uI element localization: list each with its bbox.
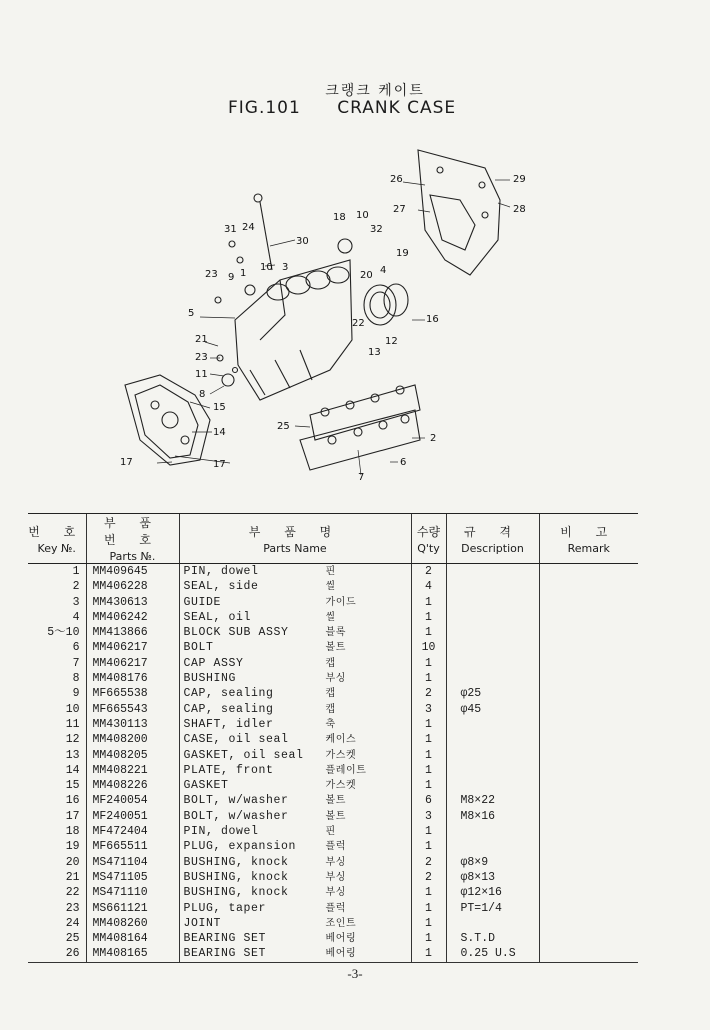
key-cell: 23 xyxy=(65,901,80,915)
part-name-korean: 캡 xyxy=(325,657,336,669)
part-name-english: CASE, oil seal xyxy=(183,733,289,747)
quantity-cell: 2 xyxy=(411,855,446,870)
part-number-cell: MM408226 xyxy=(86,778,179,793)
description-cell: 0.25 U.S xyxy=(446,946,539,962)
key-cell: 8 xyxy=(72,672,80,686)
parts-list-body xyxy=(28,564,638,963)
part-name-cell xyxy=(179,763,411,778)
quantity-cell: 1 xyxy=(411,732,446,747)
table-row xyxy=(28,870,638,885)
key-cell: 4 xyxy=(72,610,80,624)
col-remark-header: 비 고 Remark xyxy=(539,514,638,564)
key-cell: 12 xyxy=(65,733,80,747)
quantity-cell: 2 xyxy=(411,564,446,580)
part-name-korean: 캡 xyxy=(325,688,336,700)
part-name-korean: 부싱 xyxy=(325,673,347,685)
table-row xyxy=(28,809,638,824)
quantity-cell: 1 xyxy=(411,671,446,686)
key-cell: 17 xyxy=(65,809,80,823)
svg-text:23: 23 xyxy=(205,269,218,280)
parts-list-table xyxy=(28,513,638,963)
part-number-cell: MM408205 xyxy=(86,748,179,763)
description-cell xyxy=(446,656,539,671)
table-row xyxy=(28,686,638,701)
table-row xyxy=(28,916,638,931)
description-cell: PT=1/4 xyxy=(446,901,539,916)
part-name-korean: 베어링 xyxy=(325,933,357,945)
part-name-cell xyxy=(179,809,411,824)
part-name-english: GASKET, oil seal xyxy=(183,748,304,762)
part-name-cell xyxy=(179,564,411,580)
svg-text:3: 3 xyxy=(282,262,289,273)
part-name-english: GUIDE xyxy=(183,595,222,609)
svg-text:13: 13 xyxy=(368,347,381,358)
part-number-cell: MM408200 xyxy=(86,732,179,747)
part-name-korean: 베어링 xyxy=(325,948,357,960)
part-name-english: PIN, dowel xyxy=(183,565,259,578)
part-name-english: SEAL, side xyxy=(183,580,259,594)
quantity-cell: 1 xyxy=(411,901,446,916)
svg-text:11: 11 xyxy=(195,369,208,380)
svg-text:12: 12 xyxy=(385,336,398,347)
part-name-korean: 플럭 xyxy=(325,902,347,914)
remark-cell xyxy=(539,946,638,962)
table-row xyxy=(28,824,638,839)
key-cell: 9 xyxy=(72,687,80,701)
part-name-korean: 볼트 xyxy=(325,642,347,654)
svg-text:2: 2 xyxy=(430,433,437,444)
table-row xyxy=(28,793,638,808)
exploded-parts-diagram xyxy=(100,140,560,500)
key-cell: 13 xyxy=(65,748,80,762)
remark-cell xyxy=(539,625,638,640)
description-cell xyxy=(446,763,539,778)
table-row xyxy=(28,625,638,640)
table-row xyxy=(28,901,638,916)
engine-block-drawing xyxy=(235,260,352,400)
quantity-cell: 1 xyxy=(411,824,446,839)
description-cell: M8×16 xyxy=(446,809,539,824)
part-name-cell xyxy=(179,579,411,594)
part-name-korean: 부싱 xyxy=(325,887,347,899)
part-name-english: BUSHING, knock xyxy=(183,855,289,869)
svg-text:31: 31 xyxy=(224,224,237,235)
svg-text:20: 20 xyxy=(360,270,373,281)
table-header-row xyxy=(28,514,638,564)
svg-text:23: 23 xyxy=(195,352,208,363)
part-name-cell xyxy=(179,946,411,962)
part-name-english: PLATE, front xyxy=(183,763,274,777)
page-title-korean: 크랭크 케이트 xyxy=(325,83,425,99)
svg-text:16: 16 xyxy=(426,314,439,325)
page-title xyxy=(228,98,456,118)
part-name-korean: 축 xyxy=(325,718,336,730)
part-name-korean: 조인트 xyxy=(325,917,357,929)
description-cell: φ25 xyxy=(446,686,539,701)
part-name-cell xyxy=(179,870,411,885)
key-cell: 18 xyxy=(65,825,80,839)
description-cell xyxy=(446,732,539,747)
quantity-cell: 3 xyxy=(411,702,446,717)
oil-seal-case-drawing xyxy=(364,285,396,325)
table-row xyxy=(28,595,638,610)
remark-cell xyxy=(539,793,638,808)
part-name-english: BEARING SET xyxy=(183,932,267,946)
svg-text:24: 24 xyxy=(242,222,255,233)
remark-cell xyxy=(539,931,638,946)
col-description-header: 규 격 Description xyxy=(446,514,539,564)
quantity-cell: 1 xyxy=(411,748,446,763)
part-name-english: BEARING SET xyxy=(183,947,267,961)
part-name-korean: 플럭 xyxy=(325,841,347,853)
part-name-cell xyxy=(179,901,411,916)
part-number-cell: MM408176 xyxy=(86,671,179,686)
key-cell: 1 xyxy=(72,565,80,578)
key-cell: 15 xyxy=(65,779,80,793)
part-number-cell: MM430613 xyxy=(86,595,179,610)
col-qty-header: 수량 Q'ty xyxy=(411,514,446,564)
quantity-cell: 2 xyxy=(411,870,446,885)
key-cell: 11 xyxy=(65,717,80,731)
part-name-korean: 가스켓 xyxy=(325,749,357,761)
part-name-english: BOLT, w/washer xyxy=(183,809,289,823)
remark-cell xyxy=(539,809,638,824)
oil-gauge-guide-drawing xyxy=(260,202,272,270)
col-key-header: 번 호 Key №. xyxy=(28,514,86,564)
key-cell: 21 xyxy=(65,870,80,884)
quantity-cell: 10 xyxy=(411,640,446,655)
svg-text:4: 4 xyxy=(380,265,387,276)
description-cell xyxy=(446,839,539,854)
part-name-english: BOLT, w/washer xyxy=(183,794,289,808)
figure-number: FIG.101 xyxy=(228,98,301,118)
table-row xyxy=(28,855,638,870)
part-name-english: JOINT xyxy=(183,916,222,930)
svg-text:1: 1 xyxy=(240,268,247,279)
part-name-english: BUSHING, knock xyxy=(183,886,289,900)
part-name-korean: 플레이트 xyxy=(325,764,367,776)
remark-cell xyxy=(539,916,638,931)
part-number-cell: MF665543 xyxy=(86,702,179,717)
crank-case-drawing xyxy=(100,140,560,500)
quantity-cell: 2 xyxy=(411,686,446,701)
quantity-cell: 1 xyxy=(411,610,446,625)
remark-cell xyxy=(539,686,638,701)
description-cell: φ8×9 xyxy=(446,855,539,870)
part-number-cell: MM406242 xyxy=(86,610,179,625)
svg-text:14: 14 xyxy=(213,427,226,438)
part-name-korean: 핀 xyxy=(325,566,336,577)
part-name-cell xyxy=(179,824,411,839)
part-name-korean: 핀 xyxy=(325,826,336,838)
part-name-korean: 볼트 xyxy=(325,810,347,822)
table-row xyxy=(28,763,638,778)
quantity-cell: 1 xyxy=(411,931,446,946)
remark-cell xyxy=(539,824,638,839)
table-row xyxy=(28,717,638,732)
part-number-cell: MM408260 xyxy=(86,916,179,931)
description-cell xyxy=(446,671,539,686)
description-cell xyxy=(446,595,539,610)
table-row xyxy=(28,946,638,962)
part-name-cell xyxy=(179,625,411,640)
svg-text:29: 29 xyxy=(513,174,526,185)
remark-cell xyxy=(539,732,638,747)
quantity-cell: 1 xyxy=(411,885,446,900)
description-cell xyxy=(446,579,539,594)
description-cell xyxy=(446,610,539,625)
svg-text:8: 8 xyxy=(199,389,206,400)
table-row xyxy=(28,564,638,580)
part-number-cell: MM413866 xyxy=(86,625,179,640)
part-name-english: SHAFT, idler xyxy=(183,717,274,731)
part-name-cell xyxy=(179,916,411,931)
part-name-cell xyxy=(179,610,411,625)
front-plate-drawing xyxy=(125,375,210,465)
table-row xyxy=(28,748,638,763)
quantity-cell: 1 xyxy=(411,763,446,778)
remark-cell xyxy=(539,717,638,732)
page-number: -3- xyxy=(347,966,363,981)
col-parts-name-header: 부 품 명 Parts Name xyxy=(179,514,411,564)
part-number-cell: MS471105 xyxy=(86,870,179,885)
part-name-cell xyxy=(179,717,411,732)
part-name-cell xyxy=(179,839,411,854)
part-name-english: PLUG, expansion xyxy=(183,840,297,854)
part-name-cell xyxy=(179,595,411,610)
part-number-cell: MM406217 xyxy=(86,640,179,655)
remark-cell xyxy=(539,855,638,870)
part-number-cell: MM409645 xyxy=(86,564,179,580)
description-cell xyxy=(446,625,539,640)
table-row xyxy=(28,579,638,594)
part-name-cell xyxy=(179,702,411,717)
key-cell: 6 xyxy=(72,641,80,655)
description-cell xyxy=(446,717,539,732)
svg-text:17: 17 xyxy=(120,457,133,468)
rear-plate-drawing xyxy=(418,150,500,275)
description-cell xyxy=(446,778,539,793)
part-name-korean: 가스켓 xyxy=(325,780,357,792)
remark-cell xyxy=(539,778,638,793)
key-cell: 19 xyxy=(65,840,80,854)
part-name-cell xyxy=(179,656,411,671)
description-cell: φ12×16 xyxy=(446,885,539,900)
part-name-korean: 가이드 xyxy=(325,596,357,608)
svg-text:22: 22 xyxy=(352,318,365,329)
part-name-korean: 케이스 xyxy=(325,734,357,746)
remark-cell xyxy=(539,839,638,854)
part-name-english: CAP, sealing xyxy=(183,687,274,701)
description-cell: M8×22 xyxy=(446,793,539,808)
part-number-cell: MM408165 xyxy=(86,946,179,962)
svg-text:10: 10 xyxy=(356,210,369,221)
remark-cell xyxy=(539,595,638,610)
part-name-korean: 블록 xyxy=(325,627,347,639)
part-number-cell: MM406217 xyxy=(86,656,179,671)
part-name-english: BOLT xyxy=(183,641,214,655)
table-row xyxy=(28,656,638,671)
key-cell: 3 xyxy=(72,595,80,609)
remark-cell xyxy=(539,640,638,655)
remark-cell xyxy=(539,885,638,900)
part-number-cell: MM408164 xyxy=(86,931,179,946)
svg-text:27: 27 xyxy=(393,204,406,215)
part-name-korean: 부싱 xyxy=(325,871,347,883)
part-name-korean: 볼트 xyxy=(325,795,347,807)
description-cell: φ8×13 xyxy=(446,870,539,885)
part-name-english: PIN, dowel xyxy=(183,825,259,839)
part-name-korean: 씰 xyxy=(325,581,336,593)
svg-text:30: 30 xyxy=(296,236,309,247)
quantity-cell: 1 xyxy=(411,946,446,962)
part-number-cell: MF665538 xyxy=(86,686,179,701)
description-cell xyxy=(446,916,539,931)
svg-text:28: 28 xyxy=(513,204,526,215)
svg-text:5: 5 xyxy=(188,308,195,319)
remark-cell xyxy=(539,564,638,580)
part-name-cell xyxy=(179,931,411,946)
table-row xyxy=(28,885,638,900)
part-name-korean: 씰 xyxy=(325,611,336,623)
quantity-cell: 1 xyxy=(411,656,446,671)
part-name-cell xyxy=(179,671,411,686)
part-name-cell xyxy=(179,748,411,763)
table-row xyxy=(28,702,638,717)
key-cell: 7 xyxy=(72,656,80,670)
part-number-cell: MF665511 xyxy=(86,839,179,854)
key-cell: 24 xyxy=(65,916,80,930)
svg-text:6: 6 xyxy=(400,457,407,468)
svg-text:9: 9 xyxy=(228,272,235,283)
key-cell: 26 xyxy=(28,946,86,962)
table-row xyxy=(28,839,638,854)
quantity-cell: 1 xyxy=(411,595,446,610)
part-name-cell xyxy=(179,778,411,793)
svg-text:17: 17 xyxy=(213,459,226,470)
quantity-cell: 1 xyxy=(411,625,446,640)
quantity-cell: 1 xyxy=(411,916,446,931)
part-number-cell: MS471110 xyxy=(86,885,179,900)
svg-text:32: 32 xyxy=(370,224,383,235)
key-cell: 2 xyxy=(72,580,80,594)
quantity-cell: 6 xyxy=(411,793,446,808)
part-name-cell xyxy=(179,640,411,655)
remark-cell xyxy=(539,579,638,594)
table-row xyxy=(28,640,638,655)
part-name-english: CAP, sealing xyxy=(183,702,274,716)
remark-cell xyxy=(539,702,638,717)
description-cell: φ45 xyxy=(446,702,539,717)
part-name-cell xyxy=(179,793,411,808)
part-number-cell: MM406228 xyxy=(86,579,179,594)
description-cell: S.T.D xyxy=(446,931,539,946)
figure-title: CRANK CASE xyxy=(337,98,457,118)
part-name-english: CAP ASSY xyxy=(183,656,244,670)
key-cell: 25 xyxy=(65,932,80,946)
remark-cell xyxy=(539,870,638,885)
remark-cell xyxy=(539,901,638,916)
part-name-english: SEAL, oil xyxy=(183,610,252,624)
part-name-korean: 부싱 xyxy=(325,856,347,868)
part-number-cell: MS661121 xyxy=(86,901,179,916)
part-name-cell xyxy=(179,732,411,747)
key-cell: 22 xyxy=(65,886,80,900)
key-cell: 16 xyxy=(65,794,80,808)
table-row xyxy=(28,610,638,625)
description-cell xyxy=(446,564,539,580)
part-number-cell: MF240054 xyxy=(86,793,179,808)
table-row xyxy=(28,671,638,686)
part-name-korean: 캡 xyxy=(325,703,336,715)
description-cell xyxy=(446,640,539,655)
svg-text:19: 19 xyxy=(396,248,409,259)
table-row xyxy=(28,732,638,747)
quantity-cell: 4 xyxy=(411,579,446,594)
part-name-english: PLUG, taper xyxy=(183,901,267,915)
table-row xyxy=(28,931,638,946)
part-number-cell: MF472404 xyxy=(86,824,179,839)
part-name-cell xyxy=(179,686,411,701)
svg-text:26: 26 xyxy=(390,174,403,185)
part-number-cell: MS471104 xyxy=(86,855,179,870)
svg-text:7: 7 xyxy=(358,472,365,483)
svg-text:25: 25 xyxy=(277,421,290,432)
table-row xyxy=(28,778,638,793)
quantity-cell: 1 xyxy=(411,839,446,854)
col-parts-no-header: 부 품 번 호 Parts №. xyxy=(86,514,179,564)
part-name-cell xyxy=(179,855,411,870)
quantity-cell: 1 xyxy=(411,717,446,732)
svg-text:10: 10 xyxy=(260,262,273,273)
svg-text:21: 21 xyxy=(195,334,208,345)
part-name-english: BLOCK SUB ASSY xyxy=(183,626,289,640)
part-name-english: GASKET xyxy=(183,779,229,793)
svg-text:18: 18 xyxy=(333,212,346,223)
svg-text:15: 15 xyxy=(213,402,226,413)
key-cell: 20 xyxy=(65,855,80,869)
part-number-cell: MF240051 xyxy=(86,809,179,824)
part-name-english: BUSHING, knock xyxy=(183,870,289,884)
remark-cell xyxy=(539,671,638,686)
part-name-english: BUSHING xyxy=(183,672,237,686)
quantity-cell: 3 xyxy=(411,809,446,824)
description-cell xyxy=(446,748,539,763)
remark-cell xyxy=(539,763,638,778)
part-number-cell: MM408221 xyxy=(86,763,179,778)
quantity-cell: 1 xyxy=(411,778,446,793)
remark-cell xyxy=(539,610,638,625)
description-cell xyxy=(446,824,539,839)
key-cell: 5～10 xyxy=(47,626,80,640)
part-number-cell: MM430113 xyxy=(86,717,179,732)
remark-cell xyxy=(539,748,638,763)
key-cell: 14 xyxy=(65,763,80,777)
part-name-cell xyxy=(179,885,411,900)
remark-cell xyxy=(539,656,638,671)
key-cell: 10 xyxy=(65,702,80,716)
